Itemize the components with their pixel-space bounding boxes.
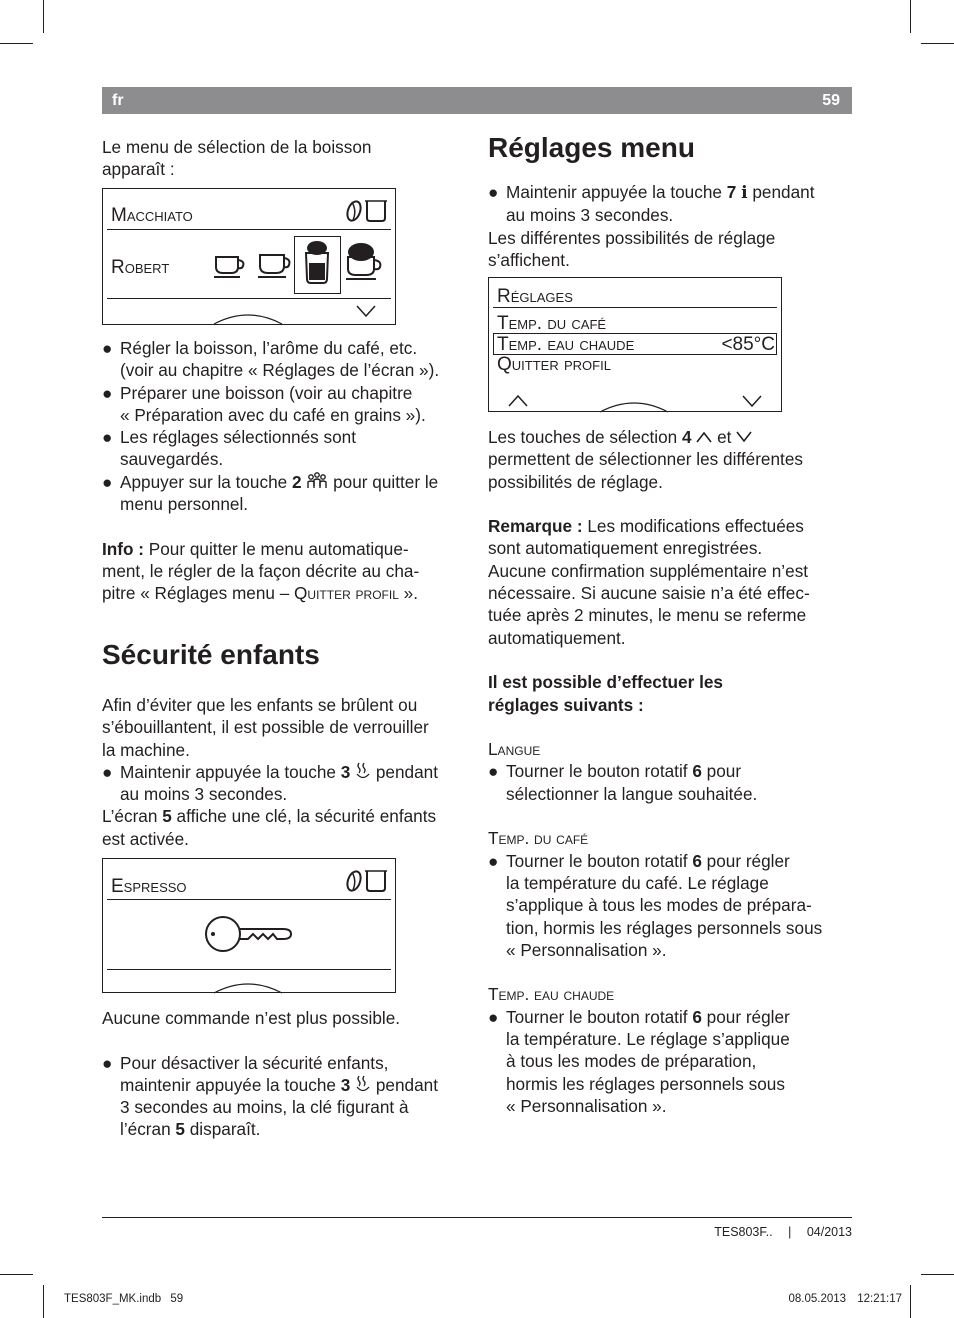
list-item: ● Tourner le bouton rotatif 6 pour régler la température du café. Le réglage s’applique à tous les modes de prépara- tion, hormis les réglages personnels sous « Personnalisation ». bbox=[488, 850, 823, 960]
chevron-down-icon bbox=[742, 394, 762, 408]
steam-icon bbox=[355, 762, 371, 780]
language-code: fr bbox=[112, 92, 124, 109]
display-settings-menu bbox=[488, 277, 782, 412]
display-divider bbox=[107, 969, 391, 970]
settings-heading: Il est possible d’effectuer les bbox=[488, 672, 723, 693]
print-slug-date: 08.05.2013 12:21:17 bbox=[788, 1293, 902, 1305]
section-title-reglages: Réglages menu bbox=[488, 132, 695, 163]
crop-mark bbox=[921, 1274, 954, 1275]
intro-text: Le menu de sélection de la boisson apparaît : bbox=[102, 137, 372, 180]
cappuccino-cup-icon bbox=[345, 241, 385, 281]
crop-mark bbox=[910, 0, 911, 33]
crop-mark bbox=[921, 43, 954, 44]
cup-icon bbox=[213, 253, 247, 279]
display-item-temp-eau: Temp. eau chaude bbox=[497, 334, 635, 355]
display-child-lock bbox=[102, 858, 396, 993]
reglages-body: Les touches de sélection 4 et permettent de sélectionner les différentes possibilités de réglage. Remarque : Les modifications effectuées sont automatiquement enregistrées. Aucune confirmation supplémentaire n’est nécessaire. Si aucune saisie n’a été effec- tuée après 2 minutes, le menu se referme automatiquement. Il est possible d’effectuer les réglages suivants : Langue ● Tourner le bouton rotatif 6 pour sélectionner la langue souhaitée. Temp. du café ● Tourner le bouton rotatif 6 pour régler la température du café. Le réglage s’applique à tous les modes de prépara- tion, hormis les réglages personnels sous « Personnalisation ». Temp. eau chaude ● Tourner le bouton rotatif 6 pour régler la température. Le réglage s’applique à tous les modes de préparation, hormis les réglages personnels sous « Personnalisation ». bbox=[488, 426, 853, 1117]
remarque-paragraph: Remarque : Les modifications effectuées bbox=[488, 516, 804, 537]
display-title-reglages: Réglages bbox=[497, 286, 573, 307]
rotary-knob-arc bbox=[213, 311, 283, 325]
display-item-value: <85°C bbox=[721, 334, 775, 355]
crop-mark bbox=[0, 43, 33, 44]
subheading-langue: Langue bbox=[488, 739, 541, 760]
list-item: ● Régler la boisson, l’arôme du café, etc. (voir au chapitre « Réglages de l’écran »). bbox=[102, 338, 440, 381]
footer-model: TES803F.. bbox=[714, 1225, 773, 1239]
key-icon bbox=[203, 915, 295, 953]
footer-date: 04/2013 bbox=[806, 1225, 852, 1239]
list-item: ● Les réglages sélectionnés sont sauvegardés. bbox=[102, 427, 357, 470]
crop-mark bbox=[43, 1285, 44, 1318]
chevron-down-icon bbox=[736, 431, 752, 443]
list-item: ● Pour désactiver la sécurité enfants, maintenir appuyée la touche 3 pendant 3 secondes au moins, la clé figurant à l’écran 5 disparaît. bbox=[102, 1052, 438, 1140]
crop-mark bbox=[43, 0, 44, 33]
securite-body-2: Aucune commande n’est plus possible. ● Pour désactiver la sécurité enfants, maintenir appuyée la touche 3 pendant 3 secondes au moins, la clé figurant à l’écran 5 disparaît. bbox=[102, 1007, 467, 1141]
list-item: ● Tourner le bouton rotatif 6 pour sélectionner la langue souhaitée. bbox=[488, 761, 758, 804]
list-item: ● Préparer une boisson (voir au chapitre « Préparation avec du café en grains »). bbox=[102, 382, 426, 425]
list-item: ● Tourner le bouton rotatif 6 pour régler la température. Le réglage s’applique à tous les modes de préparation, hormis les réglages personnels sous « Personnalisation ». bbox=[488, 1006, 790, 1116]
display-divider bbox=[493, 307, 777, 308]
display-divider bbox=[107, 298, 391, 299]
display-divider bbox=[107, 229, 391, 230]
crop-mark bbox=[910, 1285, 911, 1318]
chevron-up-icon bbox=[696, 431, 712, 443]
list-item: ● Maintenir appuyée la touche 7 i pendant au moins 3 secondes. bbox=[488, 182, 815, 226]
chevron-up-icon bbox=[508, 394, 528, 408]
footer-text: TES803F.. | 04/2013 bbox=[714, 1225, 852, 1239]
list-item: ● Appuyer sur la touche 2 pour quitter le menu personnel. bbox=[102, 471, 439, 515]
section-title-securite: Sécurité enfants bbox=[102, 639, 320, 670]
print-slug-file: TES803F_MK.indb 59 bbox=[64, 1293, 184, 1305]
page-header-bar bbox=[102, 87, 852, 114]
cup-icon bbox=[257, 251, 293, 279]
display-divider bbox=[107, 899, 391, 900]
info-key-icon: i bbox=[741, 183, 748, 203]
latte-glass-icon bbox=[303, 239, 331, 287]
page-number: 59 bbox=[822, 92, 840, 109]
footer-rule bbox=[102, 1217, 852, 1218]
crop-mark bbox=[0, 1274, 33, 1275]
bean-cup-icon bbox=[345, 868, 387, 894]
bean-cup-icon bbox=[345, 198, 387, 224]
left-column-body: ● Régler la boisson, l’arôme du café, etc. (voir au chapitre « Réglages de l’écran »). ● Préparer une boisson (voir au chapitre « Préparation avec du café en grains »). ● Les réglages sélectionnés sont sauvegardés. ● Appuyer sur la touche 2 pour quitter le menu personnel. Info : Pour quitter le menu automatique- ment, le régler de la façon décrite au cha- pitre « Réglages menu – Quitter profil ». bbox=[102, 337, 467, 605]
securite-body: Afin d’éviter que les enfants se brûlent ou s’ébouillantent, il est possible de verrouiller la machine. ● Maintenir appuyée la touche 3 pendant au moins 3 secondes. L’écran 5 affiche une clé, la sécurité enfants est activée. bbox=[102, 694, 467, 850]
chevron-down-icon bbox=[356, 304, 376, 318]
subheading-temp-eau: Temp. eau chaude bbox=[488, 984, 615, 1005]
personal-menu-icon bbox=[306, 472, 328, 490]
display-drink-selection bbox=[102, 188, 396, 325]
steam-icon bbox=[355, 1075, 371, 1093]
list-item: ● Maintenir appuyée la touche 3 pendant au moins 3 secondes. bbox=[102, 761, 438, 805]
reglages-intro: ● Maintenir appuyée la touche 7 i pendant au moins 3 secondes. Les différentes possibilités de réglage s’affichent. bbox=[488, 181, 853, 271]
subheading-temp-cafe: Temp. du café bbox=[488, 828, 589, 849]
info-paragraph: Info : Pour quitter le menu automatique- bbox=[102, 538, 409, 559]
rotary-knob-arc bbox=[599, 399, 669, 413]
rotary-knob-arc bbox=[213, 980, 283, 994]
display-row-macchiato: Macchiato bbox=[111, 205, 193, 226]
display-row-espresso: Espresso bbox=[111, 876, 187, 897]
display-item-temp-cafe: Temp. du café bbox=[497, 313, 607, 334]
display-item-quitter: Quitter profil bbox=[497, 354, 611, 375]
display-row-robert: Robert bbox=[111, 257, 170, 278]
